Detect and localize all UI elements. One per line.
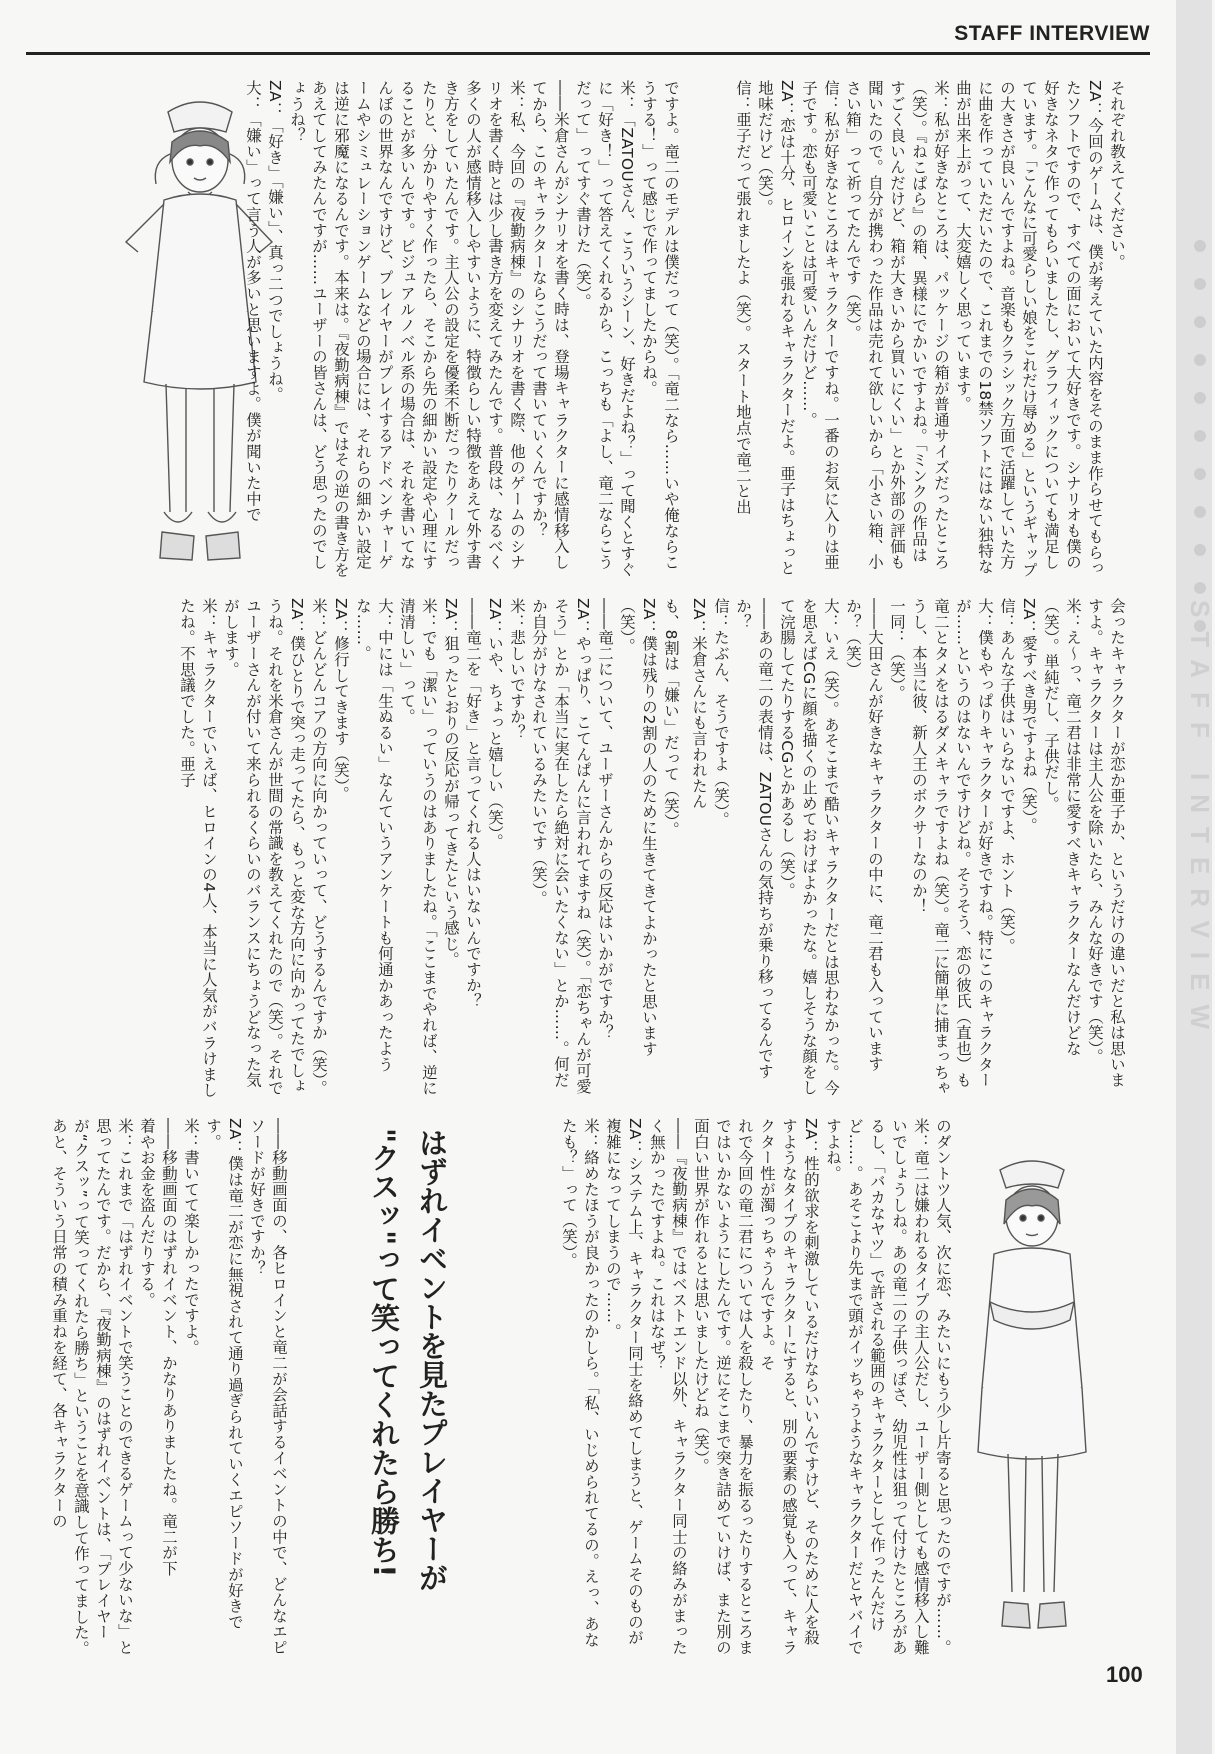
nurse-illustration-right [960, 1152, 1110, 1657]
margin-dot [1194, 392, 1206, 404]
margin-dot [1194, 240, 1206, 252]
side-caption: STAFF INTERVIEW [1185, 600, 1215, 1044]
margin-dot [1194, 430, 1206, 442]
interview-column-5: のダントツ人気、次に恋、みたいにもう少し片寄ると思ったのですが……。 米：竜二は嫌われるタイプの主人公だし、ユーザー側としても感情移入し難いでしょうしね。あの竜二の子供っぽさ、幼児性は狙って付けたところがあるし、「バカなヤツ」で許される範囲のキャラクターとして作ったんだけど……。あそこより先まで頭がイッちゃうようなキャラクターだとヤバイですよね。 ZA：性的欲求を刺激しているだけならいいんですけど、そのために人を殺すようなタイプのキャラクターにすると、別の要素の感覚も入って、キャラクター性が濁っちゃうんですよ。そ れで今回の竜二君については人を殺したり、暴力を振るったりするところまではいかないようにしたんです。逆にそこまで突き詰めていけば、また別の面白い世界が作れるとは思いましたけどね（笑）。 ――『夜勤病棟』ではベストエンド以外、キャラクター同士の絡みがまったく無かったですよね。これはなぜ？ ZA：システム上、キャラクター同士を絡めてしまうと、ゲームそのものが複雑になってしまうので……。 米：絡めたほうが良かったのかしら。「私、いじめられてるの。えっ、あなたも？」って（笑）。 [560, 1118, 952, 1656]
interview-column-4: も、8割は「嫌い」だって（笑）。 ZA：僕は残りの2割の人のために生きてきてよかったと思います（笑）。 ――竜二について、ユーザーさんからの反応はいかがですか？ ZA：やっぱり、こてんぱんに言われてますね（笑）。「恋ちゃんが可愛そう」とか「本当に実在したら絶対に会いたくない」とか……。何だか自分がけなされているみたいです（笑）。 米：悲しいですか？ ZA：いや、ちょっと嬉しい（笑）。 ――竜二を「好き」と言ってくれる人はいないんですか？ ZA：狙ったとおりの反応が帰ってきたという感じ。 米：でも「潔い」っていうのはありましたね。「ここまでやれば、逆に清清しい」って。 大：中には「生ぬるい」なんていうアンケートも何通かあったような……。 ZA：修行してきます（笑）。 米：どんどんコアの方向に向かっていって、どうするんですか（笑）。 ZA：僕ひとりで突っ走ってたら、もっと変な方向に向かってたでしょうね。それを米倉さんが世間の常識を教えてくれたので（笑）。それでユーザーさんが付いて来られるくらいのバランスにちょうどなった気がします。 米：キャラクターでいえば、ヒロインの4人、本当に人気がバラけましたね。不思議でした。亜子 [178, 598, 680, 1098]
margin-dots [1194, 240, 1206, 632]
interview-column-2: 会ったキャラクターが恋か亜子か、というだけの違いだと私は思いますよ。キャラクターは主人公を除いたら、みんな好きです（笑）。 米：え〜っ、竜二君は非常に愛すべきキャラクターなんだけどな（笑）。単純だし、子供だし。 ZA：愛すべき男ですよね（笑）。 信：あんな子供はいらないですよ、ホント（笑）。 大：僕もやっぱりキャラクターが好きですね。特にこのキャラクターが……というのはないんですけどね。そうそう、恋の彼氏（直也）も竜二とタメをはるダメキャラですよね（笑）。竜二に簡単に捕まっちゃうし、本当に彼、新人王のボクサーなのか！ 一同：（笑）。 ――大田さんが好きなキャラクターの中に、竜二君も入っていますか？（笑） 大：いえ（笑）。あそこまで酷いキャラクターだとは思わなかった。今を思えばCGに顔を描くの止めておけばよかったな。嬉しそうな顔をして浣腸してたりするCGとかあるし（笑）。 ――あの竜二の表情は、ZATOUさんの気持ちが乗り移ってるんですか？ 信：たぶん、そうですよ（笑）。 ZA：米倉さんにも言われたん [690, 598, 1126, 1096]
margin-dot [1194, 582, 1206, 594]
pull-quote-headline: はずれイベントを見たプレイヤーが "クスッ"って笑ってくれたら勝ち! [367, 1128, 449, 1592]
margin-dot [1194, 544, 1206, 556]
margin-dot [1194, 278, 1206, 290]
margin-dot [1194, 506, 1206, 518]
margin-dot [1194, 316, 1206, 328]
margin-dot [1194, 468, 1206, 480]
page-number: 100 [1106, 1662, 1143, 1687]
section-title: STAFF INTERVIEW [954, 22, 1150, 45]
interview-column-1: それぞれ教えてください。 ZA：今回のゲームは、僕が考えていた内容をそのまま作らせてもらったソフトですので、すべての面において大好きです。シナリオも僕の好きなネタで作ってもらいましたし、グラフィックについても満足しています。「こんなに可愛らしい娘をこれだけ辱める」というギャップの大きさが良いんですよね。音楽もクラシック方面で活躍していた方に曲を作っていただいたので、これまでの18禁ソフトにはない独特な曲が出来上がって、大変嬉しく思っています。 米：私が好きなところは、パッケージの箱が普通サイズだったところ（笑）。『ねこぱら』の箱、異様にでかいですよね。「ミンクの作品はすごく良いんだけど、箱が大きいから買いにくい」とか外部の評価も聞いたので。自分が携わった作品は売れて欲しいから「小さい箱、小さい箱」って祈ってたんです（笑）。 信：私が好きなところはキャラクターですね。一番のお気に入りは亜子です。恋も可愛いことは可愛いんだけど……。 ZA：恋は十分、ヒロインを張れるキャラクターだよ。亜子はちょっと地味だけど（笑）。 信：亜子だって張れましたよ（笑）。スタート地点で竜二と出 [734, 80, 1126, 578]
header-rule [26, 52, 1150, 55]
interview-column-6: ――移動画面の、各ヒロインと竜二が会話するイベントの中で、どんなエピソードが好きですか？ ZA：僕は竜二が恋に無視されて通り過ぎられていくエピソードが好きです。 米：書いてて楽しかったですよ。 ――移動画面のはずれイベント、かなりありましたね。竜二が下 着やお金を盗んだりする。 米：これまで「はずれイベントで笑うことのできるゲームって少ないな」と思ってたんです。だから、『夜勤病棟』のはずれイベントは、「プレイヤーが“クスッ”って笑ってくれたら勝ち」ということを意識して作ってました。あと、そういう日常の積み重ねを経て、各キャラクターの [50, 1118, 288, 1657]
interview-column-3: ですよ。竜二のモデルは僕だって（笑）。「竜二なら……いや俺ならこうする！」って感じで作ってましたからね。 米：「ZATOUさん、こういうシーン、好きだよね？」って聞くとすぐに「好き！」って答えてくれるから、こっちも「よし、竜二ならこうだって」ってすぐ書けた（笑）。 ――米倉さんがシナリオを書く時は、登場キャラクターに感情移入してから、このキャラクターならこうだって書いていくんですか？ 米：私、今回の『夜勤病棟』のシナリオを書く際、他のゲームのシナリオを書く時とは少し書き方を変えてみたんです。普段は、なるべく多くの人が感情移入しやすいように、特徴らしい特徴をあえて外す書き方をしていたんです。主人公の設定を優柔不断だったりクールだったりと、分かりやすく作ったら、そこから先の細かい設定や心理にすることが多いんです。ビジュアルノベル系の場合は、それを書いてなんぼの世界なんですけど、プレイヤーがプレイするアドベンチャーゲームやシミュレーションゲームなどの場合には、それらの細かい設定は逆に邪魔になるんです。本来は。『夜勤病棟』ではその逆の書き方をあえてしてみたんですが……ユーザーの皆さんは、どう思ったのでしょうね？ ZA：「好き」「嫌い」、真っ二つでしょうね。 大：「嫌い」って言う人が多いと思いますよ。僕が聞いた中で [244, 80, 680, 578]
margin-dot [1194, 354, 1206, 366]
